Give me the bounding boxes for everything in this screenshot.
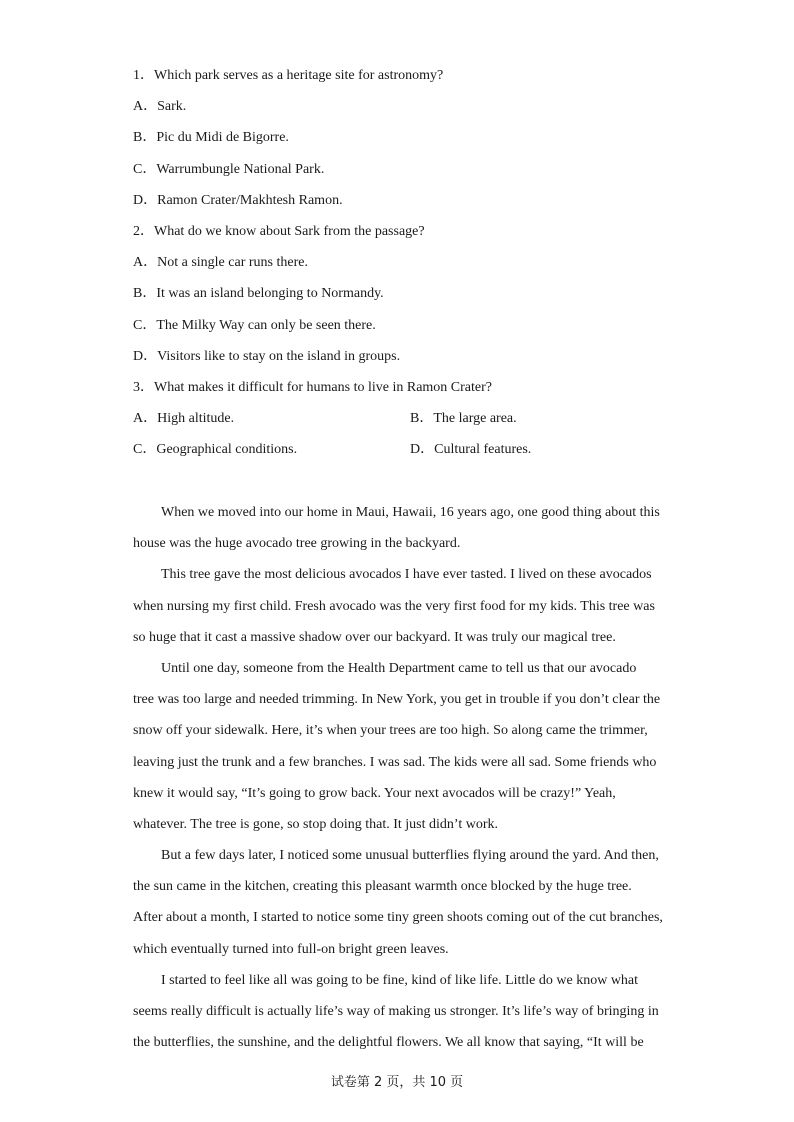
passage-line <box>133 971 663 1002</box>
passage-line <box>133 597 663 628</box>
question-1-option-a: A．Sark. <box>133 99 187 115</box>
passage-text: Until one day, someone from the Health Department came to tell us that our avocado <box>161 660 637 676</box>
passage-text: tree was too large and needed trimming. In New York, you get in trouble if you don’t clear the <box>133 692 661 708</box>
passage-text: when nursing my first child. Fresh avocado was the very first food for my kids. This tree was <box>133 598 655 614</box>
passage-line <box>133 534 663 565</box>
passage-line <box>133 877 663 908</box>
question-block <box>133 66 693 471</box>
question-3-options-row-2 <box>133 440 693 471</box>
question-2-option-a: A．Not a single car runs there. <box>133 255 308 271</box>
passage-text: But a few days later, I noticed some unusual butterflies flying around the yard. And then, <box>161 848 659 864</box>
passage-line <box>133 908 663 939</box>
passage-line <box>133 1002 663 1033</box>
passage-line <box>133 784 663 815</box>
reading-passage <box>133 503 663 1064</box>
question-2-option-c: C．The Milky Way can only be seen there. <box>133 317 376 333</box>
passage-line <box>133 690 663 721</box>
question-3-stem: 3．What makes it difficult for humans to live in Ramon Crater? <box>133 379 492 395</box>
passage-text: whatever. The tree is gone, so stop doing that. It just didn’t work. <box>133 816 498 832</box>
passage-line <box>133 1033 663 1064</box>
passage-line <box>133 628 663 659</box>
question-3-options-row-1 <box>133 409 693 440</box>
passage-text: I started to feel like all was going to be fine, kind of like life. Little do we know what <box>161 972 639 988</box>
question-1-option-d: D．Ramon Crater/Makhtesh Ramon. <box>133 192 343 208</box>
question-1-stem: 1．Which park serves as a heritage site for astronomy? <box>133 68 444 83</box>
question-2-option-d: D．Visitors like to stay on the island in groups. <box>133 348 401 364</box>
passage-text: leaving just the trunk and a few branches. I was sad. The kids were all sad. Some friends who <box>133 754 657 770</box>
question-2-option-b: B．It was an island belonging to Normandy. <box>133 286 384 302</box>
page-footer: 试卷第 2 页，共 10 页 <box>330 1075 464 1090</box>
passage-line <box>133 659 663 690</box>
passage-line <box>133 940 663 971</box>
passage-text: snow off your sidewalk. Here, it’s when your trees are too high. So along came the trimmer, <box>133 723 648 739</box>
passage-line <box>133 846 663 877</box>
passage-text: so huge that it cast a massive shadow over our backyard. It was truly our magical tree. <box>133 629 616 645</box>
question-3-option-b: B．The large area. <box>410 411 517 427</box>
passage-line <box>133 565 663 596</box>
passage-line <box>133 815 663 846</box>
question-3-option-c: C．Geographical conditions. <box>133 442 298 458</box>
question-2-stem: 2．What do we know about Sark from the passage? <box>133 223 425 239</box>
passage-line <box>133 721 663 752</box>
passage-text: seems really difficult is actually life’s way of making us stronger. It’s life’s way of bringing in <box>133 1004 659 1019</box>
passage-line <box>133 503 663 534</box>
passage-text: which eventually turned into full-on bright green leaves. <box>133 941 449 957</box>
question-1-option-c: C．Warrumbungle National Park. <box>133 161 325 177</box>
passage-text: the butterflies, the sunshine, and the delightful flowers. We all know that saying, “It will be <box>133 1035 644 1051</box>
passage-text: house was the huge avocado tree growing in the backyard. <box>133 536 461 552</box>
passage-text: the sun came in the kitchen, creating this pleasant warmth once blocked by the huge tree. <box>133 879 632 895</box>
question-3-option-a: A．High altitude. <box>133 411 235 427</box>
passage-text: After about a month, I started to notice some tiny green shoots coming out of the cut branches, <box>133 910 663 926</box>
passage-text: knew it would say, “It’s going to grow back. Your next avocados will be crazy!” Yeah, <box>133 785 616 801</box>
passage-line <box>133 753 663 784</box>
question-3-option-d: D．Cultural features. <box>410 442 532 458</box>
passage-text: This tree gave the most delicious avocados I have ever tasted. I lived on these avocados <box>161 567 652 583</box>
question-1-option-b: B．Pic du Midi de Bigorre. <box>133 130 289 146</box>
passage-text: When we moved into our home in Maui, Hawaii, 16 years ago, one good thing about this <box>161 505 660 520</box>
